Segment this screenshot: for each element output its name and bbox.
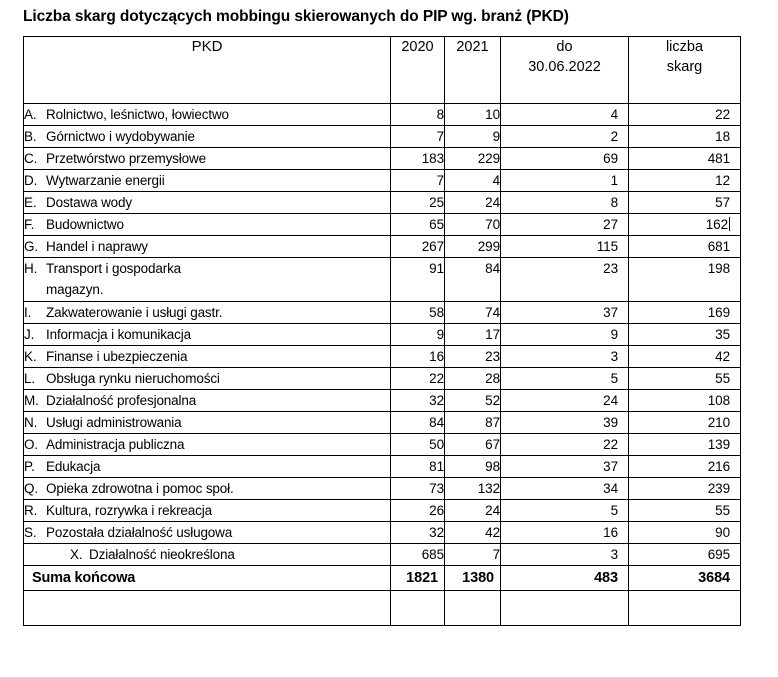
cell-2020: 91 [391,258,445,302]
row-letter: F. [24,217,35,232]
cell-half-year: 9 [501,324,629,346]
cell-half-year: 37 [501,456,629,478]
cell-half-year: 27 [501,214,629,236]
cell-pkd-name [24,258,391,302]
cell-total: 42 [629,346,741,368]
table-row [24,478,741,500]
cell-pkd-name [24,434,391,456]
table-header [24,37,741,104]
table-row [24,346,741,368]
cell-2020: 7 [391,126,445,148]
column-header-total-line2: skarg [666,59,703,75]
row-label: Przetwórstwo przemysłowe [46,151,206,166]
cell-2020: 32 [391,390,445,412]
cell-2020: 32 [391,522,445,544]
cell-2020: 58 [391,302,445,324]
cell-total: 18 [629,126,741,148]
cell-2021: 87 [445,412,501,434]
cell-pkd-name [24,544,391,566]
cell-half-year: 5 [501,500,629,522]
cell-pkd-name [24,148,391,170]
row-label: Pozostała działalność usługowa [46,525,233,540]
table-row [24,434,741,456]
table-row [24,258,741,302]
row-label: Budownictwo [46,217,124,232]
cell-2020: 25 [391,192,445,214]
cell-half-year: 3 [501,346,629,368]
row-label: Działalność profesjonalna [46,393,197,408]
summary-row [24,566,741,591]
row-label: Opieka zdrowotna i pomoc społ. [46,481,234,496]
row-label: Edukacja [46,459,101,474]
cell-half-year: 24 [501,390,629,412]
row-letter: D. [24,173,38,188]
cell-2020: 8 [391,104,445,126]
cell-2021: 52 [445,390,501,412]
cell-2020: 183 [391,148,445,170]
column-header-total [629,37,741,104]
cell-2020: 26 [391,500,445,522]
spacer-cell-2021 [445,591,501,626]
cell-2021: 24 [445,500,501,522]
cell-2021: 74 [445,302,501,324]
row-label: Kultura, rozrywka i rekreacja [46,503,212,518]
cell-total: 35 [629,324,741,346]
cell-2021: 7 [445,544,501,566]
cell-total: 216 [629,456,741,478]
summary-2021: 1380 [445,566,501,591]
row-letter: J. [24,327,35,342]
spacer-cell-half-year [501,591,629,626]
row-label: Finanse i ubezpieczenia [46,349,188,364]
cell-2021: 132 [445,478,501,500]
cell-pkd-name [24,500,391,522]
cell-half-year: 23 [501,258,629,302]
column-header-2020: 2020 [391,37,445,104]
cell-2020: 7 [391,170,445,192]
cell-2021: 98 [445,456,501,478]
cell-total: 695 [629,544,741,566]
row-label: Wytwarzanie energii [46,173,165,188]
column-header-pkd: PKD [24,37,391,104]
pkd-table [23,36,741,626]
column-header-2021: 2021 [445,37,501,104]
cell-2020: 22 [391,368,445,390]
cell-pkd-name [24,390,391,412]
cell-2020: 81 [391,456,445,478]
cell-total: 55 [629,500,741,522]
table-body [24,104,741,626]
row-label: Informacja i komunikacja [46,327,191,342]
cell-2021: 299 [445,236,501,258]
table-row [24,390,741,412]
cell-pkd-name [24,412,391,434]
pkd-table-container [23,36,740,626]
table-row [24,236,741,258]
cell-half-year: 4 [501,104,629,126]
cell-total: 481 [629,148,741,170]
summary-label: Suma końcowa [24,566,391,591]
row-label-line2: magazyn. [46,282,104,297]
spacer-cell-total [629,591,741,626]
cell-pkd-name [24,236,391,258]
column-header-half-year-line2: 30.06.2022 [528,59,601,75]
cell-2020: 73 [391,478,445,500]
table-row [24,214,741,236]
cell-total: 57 [629,192,741,214]
cell-total: 108 [629,390,741,412]
cell-pkd-name [24,456,391,478]
cell-2020: 65 [391,214,445,236]
cell-2020: 9 [391,324,445,346]
table-row [24,500,741,522]
table-row [24,522,741,544]
row-letter: Q. [24,481,38,496]
summary-2020: 1821 [391,566,445,591]
cell-2021: 42 [445,522,501,544]
cell-pkd-name [24,478,391,500]
cell-half-year: 37 [501,302,629,324]
table-row [24,170,741,192]
cell-2020: 267 [391,236,445,258]
cell-total: 90 [629,522,741,544]
text-caret [729,217,730,231]
cell-2021: 23 [445,346,501,368]
cell-half-year: 8 [501,192,629,214]
cell-total: 139 [629,434,741,456]
row-label: Zakwaterowanie i usługi gastr. [46,305,223,320]
cell-half-year: 22 [501,434,629,456]
cell-2021: 70 [445,214,501,236]
cell-2021: 10 [445,104,501,126]
row-letter: E. [24,195,37,210]
row-letter: K. [24,349,37,364]
cell-2021: 229 [445,148,501,170]
row-letter: O. [24,437,38,452]
cell-pkd-name [24,170,391,192]
summary-total: 3684 [629,566,741,591]
cell-2021: 17 [445,324,501,346]
cell-total: 681 [629,236,741,258]
row-letter: X. [70,547,83,562]
row-label: Administracja publiczna [46,437,185,452]
row-letter: R. [24,503,38,518]
cell-total: 12 [629,170,741,192]
cell-pkd-name [24,522,391,544]
cell-half-year: 2 [501,126,629,148]
cell-2021: 4 [445,170,501,192]
cell-half-year: 115 [501,236,629,258]
header-row [24,37,741,104]
cell-2020: 84 [391,412,445,434]
row-letter: G. [24,239,38,254]
summary-half-year: 483 [501,566,629,591]
cell-half-year: 34 [501,478,629,500]
row-letter: S. [24,525,37,540]
table-row [24,192,741,214]
cell-pkd-name [24,368,391,390]
cell-pkd-name [24,214,391,236]
cell-half-year: 39 [501,412,629,434]
cell-total: 169 [629,302,741,324]
cell-half-year: 3 [501,544,629,566]
row-letter: N. [24,415,38,430]
cell-2021: 28 [445,368,501,390]
row-letter: C. [24,151,38,166]
cell-2020: 685 [391,544,445,566]
column-header-half-year [501,37,629,104]
table-row [24,368,741,390]
table-row [24,412,741,434]
cell-pkd-name [24,126,391,148]
table-row [24,148,741,170]
row-label: Górnictwo i wydobywanie [46,129,195,144]
row-label: Obsługa rynku nieruchomości [46,371,220,386]
cell-2021: 84 [445,258,501,302]
cell-total: 22 [629,104,741,126]
row-label: Dostawa wody [46,195,132,210]
row-letter: L. [24,371,35,386]
cell-total: 210 [629,412,741,434]
spacer-cell-2020 [391,591,445,626]
row-label: Handel i naprawy [46,239,148,254]
table-row [24,324,741,346]
row-label: Rolnictwo, leśnictwo, łowiectwo [46,107,229,122]
cell-half-year: 69 [501,148,629,170]
cell-pkd-name [24,104,391,126]
cell-pkd-name [24,346,391,368]
cell-half-year: 16 [501,522,629,544]
column-header-half-year-line1: do [556,39,573,55]
table-row [24,544,741,566]
cell-total: 239 [629,478,741,500]
cell-2020: 50 [391,434,445,456]
row-letter: M. [24,393,39,408]
cell-total: 55 [629,368,741,390]
table-row [24,126,741,148]
row-letter: B. [24,129,37,144]
cell-2021: 24 [445,192,501,214]
row-label: Usługi administrowania [46,415,182,430]
row-letter: A. [24,107,37,122]
cell-2021: 67 [445,434,501,456]
cell-pkd-name [24,302,391,324]
cell-2021: 9 [445,126,501,148]
cell-total: 162 [629,214,741,236]
row-letter: P. [24,459,35,474]
cell-2020: 16 [391,346,445,368]
cell-half-year: 1 [501,170,629,192]
cell-pkd-name [24,192,391,214]
row-letter: H. [24,261,38,276]
row-letter: I. [24,305,32,320]
page-title: Liczba skarg dotyczących mobbingu skierowanych do PIP wg. branż (PKD) [23,8,569,25]
cell-pkd-name [24,324,391,346]
table-row [24,302,741,324]
cell-total: 198 [629,258,741,302]
table-row [24,104,741,126]
column-header-total-line1: liczba [665,39,704,55]
cell-half-year: 5 [501,368,629,390]
table-bottom-spacer [24,591,741,626]
table-row [24,456,741,478]
spacer-cell-name [24,591,391,626]
row-label: Działalność nieokreślona [89,547,235,562]
row-label: Transport i gospodarka [46,261,182,276]
